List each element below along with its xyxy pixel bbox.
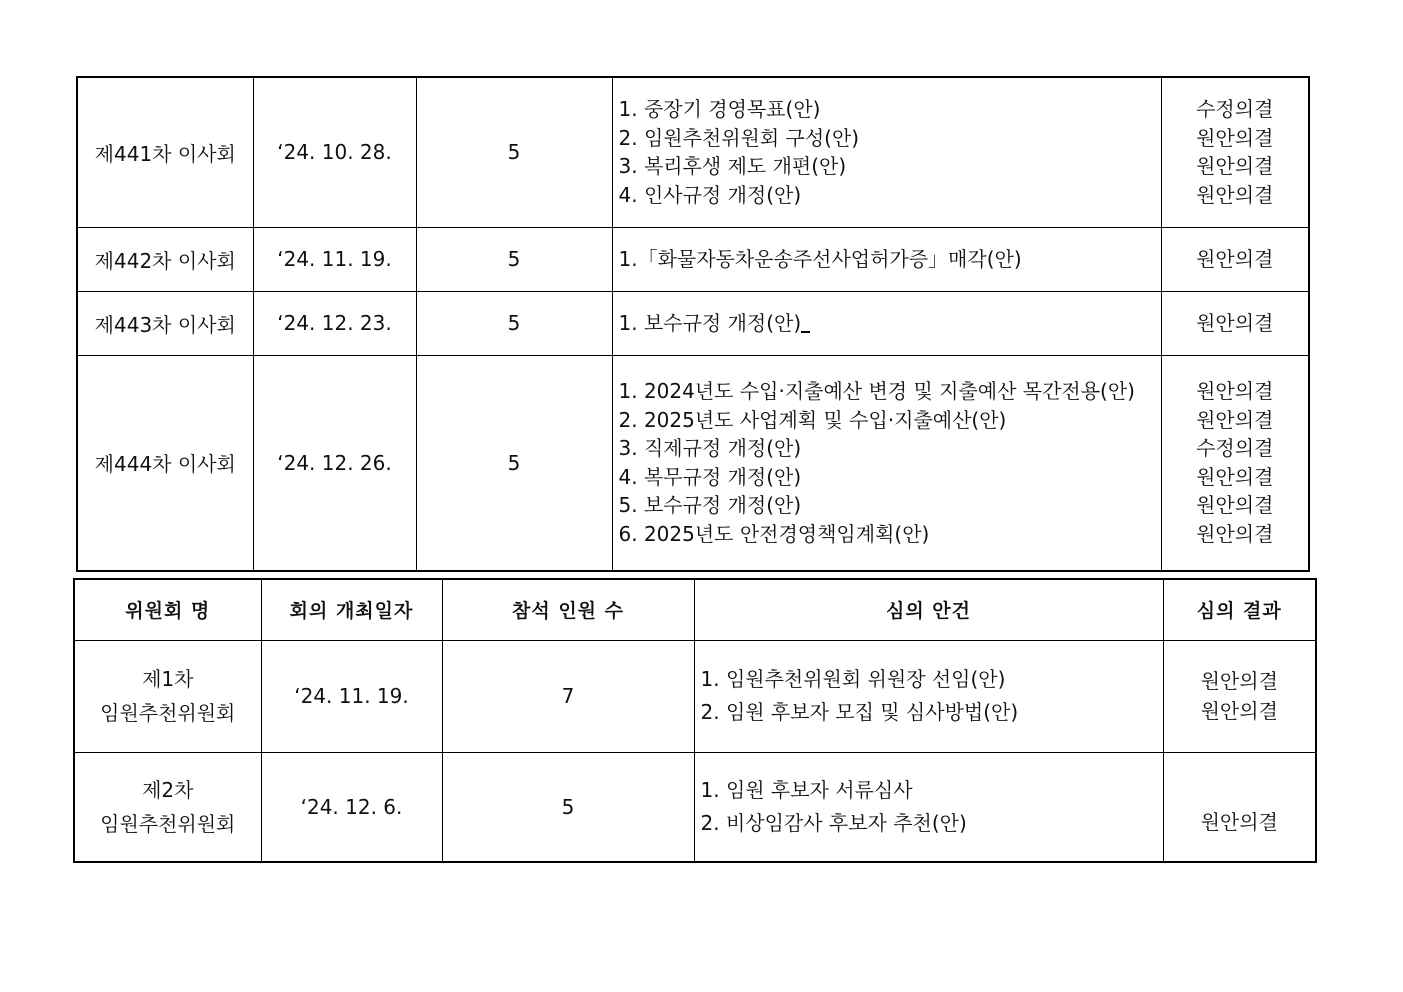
board-row — [77, 291, 1309, 355]
result-item: 원안의결 — [1196, 464, 1274, 489]
committee-name-line: 임원추천위원회 — [100, 811, 236, 836]
result-item: 원안의결 — [1196, 182, 1274, 207]
result-item: 원안의결 — [1196, 310, 1274, 335]
committee-name-line: 임원추천위원회 — [100, 701, 236, 725]
agenda-item: 6. 2025년도 안전경영책임계획(안) — [618, 521, 930, 546]
column-header-attendees: 참석 인원 수 — [442, 579, 694, 640]
meeting-name: 제443차 이사회 — [77, 291, 253, 355]
committee-meetings-table — [73, 578, 1317, 863]
result-item: 원안의결 — [1196, 521, 1274, 546]
board-meetings-table — [76, 76, 1310, 572]
column-header-agenda: 심의 안건 — [694, 579, 1163, 640]
board-row — [77, 227, 1309, 291]
agenda-item: 2. 2025년도 사업계획 및 수입·지출예산(안) — [618, 407, 1007, 432]
result-list — [1161, 355, 1309, 571]
agenda-item: 1. 2024년도 수입·지출예산 변경 및 지출예산 목간전용(안) — [618, 379, 1135, 404]
attendee-count: 5 — [416, 291, 612, 355]
board-row — [77, 77, 1309, 227]
agenda-item: 4. 복무규정 개정(안) — [618, 464, 802, 489]
attendee-count: 5 — [442, 752, 694, 862]
meeting-name: 제444차 이사회 — [77, 355, 253, 571]
result-item: 원안의결 — [1196, 246, 1274, 271]
agenda-list — [694, 752, 1163, 862]
result-item: 원안의결 — [1196, 125, 1274, 150]
agenda-item: 4. 인사규정 개정(안) — [618, 182, 802, 207]
meeting-date: ‘24. 12. 23. — [253, 291, 416, 355]
attendee-count: 5 — [416, 77, 612, 227]
agenda-item: 3. 복리후생 제도 개편(안) — [618, 154, 847, 179]
result-list — [1161, 77, 1309, 227]
agenda-list — [694, 640, 1163, 752]
result-list — [1163, 752, 1316, 862]
agenda-item: 1. 보수규정 개정(안) — [618, 310, 802, 335]
agenda-list — [612, 227, 1161, 291]
text-cursor — [801, 313, 810, 333]
attendee-count: 5 — [416, 227, 612, 291]
meeting-date: ‘24. 11. 19. — [261, 640, 442, 752]
meeting-date: ‘24. 11. 19. — [253, 227, 416, 291]
column-header-date: 회의 개최일자 — [261, 579, 442, 640]
header-row — [74, 579, 1316, 640]
committee-name-line: 제1차 — [142, 667, 194, 691]
agenda-item: 1. 중장기 경영목표(안) — [618, 97, 821, 122]
agenda-item: 1. 임원추천위원회 위원장 선임(안) — [700, 667, 1006, 691]
result-list — [1163, 640, 1316, 752]
agenda-item: 2. 임원 후보자 모집 및 심사방법(안) — [700, 700, 1019, 724]
meeting-date: ‘24. 12. 26. — [253, 355, 416, 571]
result-list — [1161, 227, 1309, 291]
meeting-date: ‘24. 10. 28. — [253, 77, 416, 227]
result-item: 원안의결 — [1196, 379, 1274, 404]
result-item: 수정의결 — [1196, 436, 1274, 461]
attendee-count: 5 — [416, 355, 612, 571]
agenda-list — [612, 291, 1161, 355]
committee-name-line: 제2차 — [142, 777, 194, 802]
committee-row — [74, 752, 1316, 862]
board-row — [77, 355, 1309, 571]
result-item: 원안의결 — [1196, 493, 1274, 518]
committee-name — [74, 752, 261, 862]
agenda-list — [612, 77, 1161, 227]
attendee-count: 7 — [442, 640, 694, 752]
result-item: 원안의결 — [1200, 699, 1278, 723]
agenda-item: 1. 임원 후보자 서류심사 — [700, 777, 913, 802]
meeting-name: 제442차 이사회 — [77, 227, 253, 291]
column-header-committee: 위원회 명 — [74, 579, 261, 640]
agenda-item: 1.「화물자동차운송주선사업허가증」매각(안) — [618, 246, 1022, 271]
result-item: 원안의결 — [1196, 407, 1274, 432]
result-item: 원안의결 — [1196, 154, 1274, 179]
agenda-item: 3. 직제규정 개정(안) — [618, 436, 802, 461]
meeting-name: 제441차 이사회 — [77, 77, 253, 227]
agenda-item: 2. 비상임감사 후보자 추천(안) — [700, 810, 967, 835]
column-header-result: 심의 결과 — [1163, 579, 1316, 640]
result-item: 원안의결 — [1200, 810, 1278, 834]
committee-row — [74, 640, 1316, 752]
agenda-list — [612, 355, 1161, 571]
agenda-item: 2. 임원추천위원회 구성(안) — [618, 125, 860, 150]
result-list — [1161, 291, 1309, 355]
committee-name — [74, 640, 261, 752]
result-item: 원안의결 — [1200, 669, 1278, 693]
result-item: 수정의결 — [1196, 97, 1274, 122]
agenda-item: 5. 보수규정 개정(안) — [618, 493, 802, 518]
meeting-date: ‘24. 12. 6. — [261, 752, 442, 862]
